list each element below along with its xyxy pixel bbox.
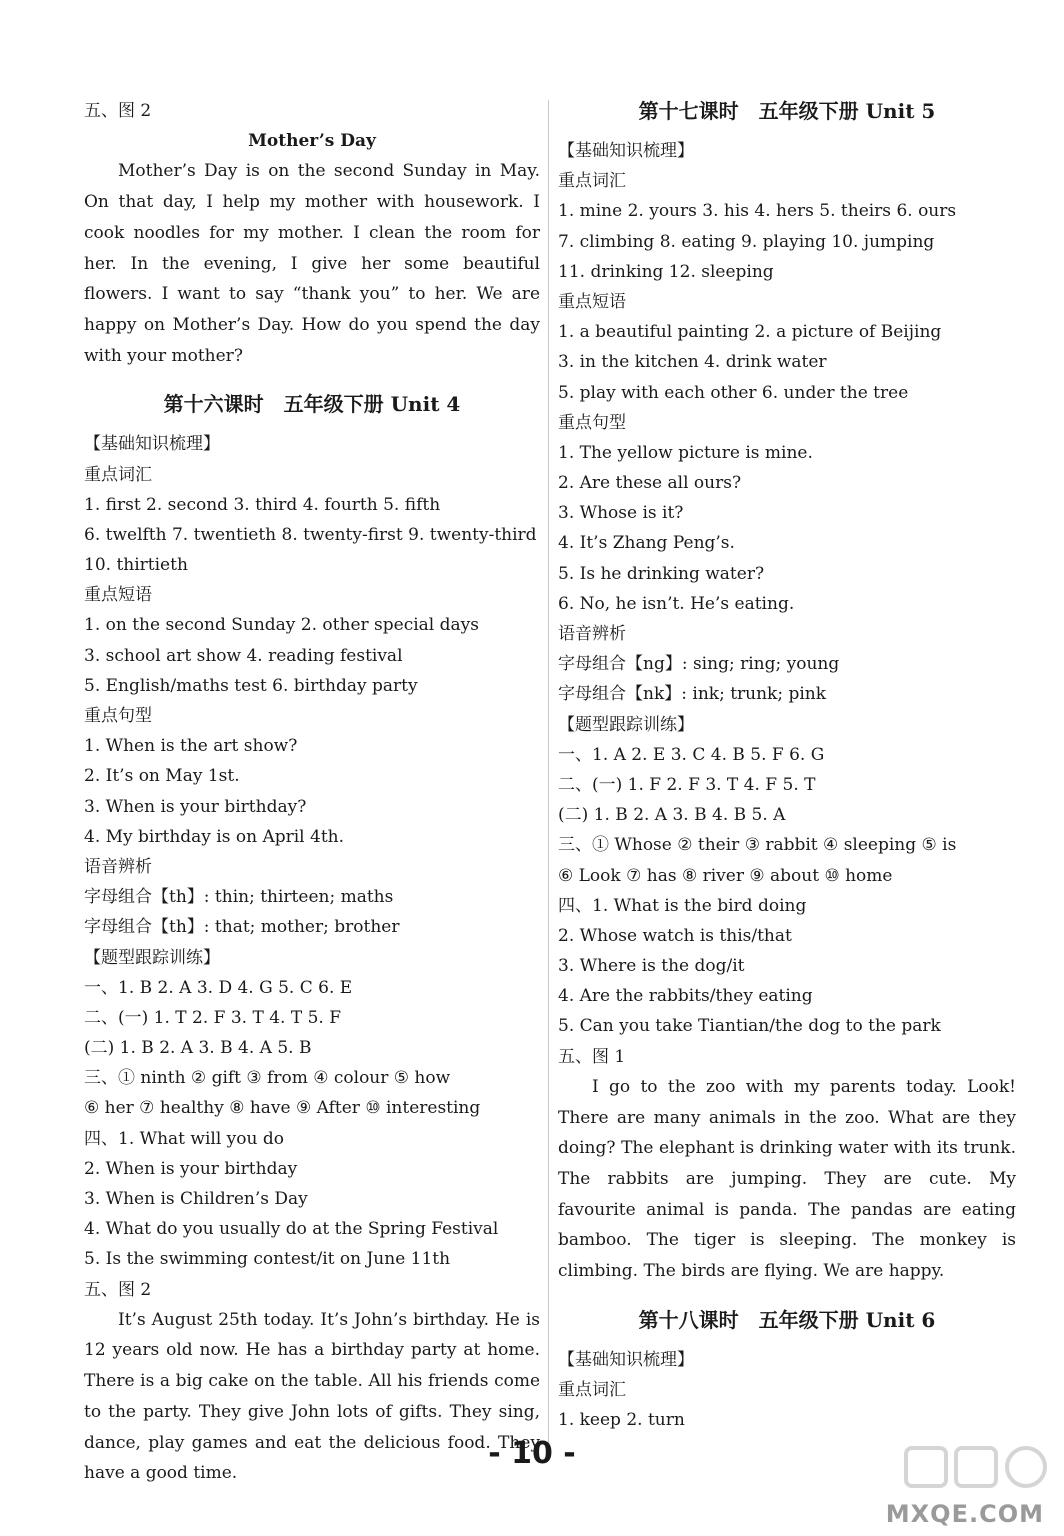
lesson-heading: 第十六课时 五年级下册 Unit 4 — [163, 392, 461, 417]
vocab-line: 1. first 2. second 3. third 4. fourth 5. fifth — [84, 494, 441, 515]
sentence-line: 4. My birthday is on April 4th. — [84, 826, 345, 847]
answer-line: ⑥ Look ⑦ has ⑧ river ⑨ about ⑩ home — [558, 865, 893, 886]
sentence-line: 1. The yellow picture is mine. — [558, 442, 813, 463]
section-heading: 【基础知识梳理】 — [558, 141, 694, 161]
phonics-line: 字母组合【th】: thin; thirteen; maths — [84, 887, 394, 908]
right-column — [558, 96, 1016, 1435]
answer-line: (二) 1. B 2. A 3. B 4. A 5. B — [84, 1038, 312, 1059]
section-heading: 【题型跟踪训练】 — [84, 947, 220, 968]
sentence-line: 5. Is he drinking water? — [558, 563, 765, 584]
phrase-line: 1. on the second Sunday 2. other special days — [84, 615, 479, 636]
subsection-heading: 重点句型 — [84, 706, 152, 726]
passage-text: It’s August 25th today. It’s John’s birthday. He is 12 years old now. He has a birthday party at home. There is a big cake on the table. All his friends come to the party. They give John lots of gifts. They sing, dance, play games and eat the delicious food. They have a good time. — [84, 1309, 540, 1484]
passage-text: I go to the zoo with my parents today. Look! There are many animals in the zoo. What are they doing? The elephant is drinking water with its trunk. The rabbits are jumping. They are cute. My favourite animal is panda. The pandas are eating bamboo. The tiger is sleeping. The monkey is climbing. The birds are flying. We are happy. — [558, 1076, 1016, 1282]
subsection-heading: 语音辨析 — [558, 624, 626, 644]
answer-line: 一、1. B 2. A 3. D 4. G 5. C 6. E — [84, 977, 353, 998]
lesson-heading: 第十七课时 五年级下册 Unit 5 — [638, 99, 936, 123]
sentence-line: 3. Whose is it? — [558, 503, 684, 524]
answer-line: 5. Can you take Tiantian/the dog to the park — [558, 1016, 941, 1037]
subsection-heading: 重点词汇 — [84, 464, 152, 485]
sentence-line: 1. When is the art show? — [84, 736, 298, 757]
sentence-line: 2. It’s on May 1st. — [84, 766, 240, 787]
answer-line: 二、(一) 1. T 2. F 3. T 4. T 5. F — [84, 1007, 342, 1028]
subsection-heading: 重点词汇 — [558, 171, 626, 192]
answer-line: (二) 1. B 2. A 3. B 4. B 5. A — [558, 805, 786, 826]
phonics-line: 字母组合【ng】: sing; ring; young — [558, 654, 840, 675]
lesson-heading: 第十八课时 五年级下册 Unit 6 — [638, 1307, 936, 1332]
column-divider — [548, 100, 549, 1450]
answer-line: 四、1. What is the bird doing — [558, 895, 807, 916]
figure-label: 五、图 2 — [84, 1279, 152, 1300]
left-column — [84, 96, 540, 1489]
subsection-heading: 重点短语 — [84, 585, 152, 606]
answer-line: ⑥ her ⑦ healthy ⑧ have ⑨ After ⑩ interesting — [84, 1098, 481, 1119]
passage-title: Mother’s Day — [248, 131, 376, 152]
vocab-line: 1. keep 2. turn — [558, 1410, 685, 1431]
watermark-text: MXQE.COM — [885, 1500, 1044, 1528]
answer-line: 3. When is Children’s Day — [84, 1189, 308, 1209]
vocab-line: 11. drinking 12. sleeping — [558, 261, 774, 282]
answer-line: 4. What do you usually do at the Spring Festival — [84, 1219, 499, 1240]
phrase-line: 1. a beautiful painting 2. a picture of Beijing — [558, 322, 942, 343]
passage-text: Mother’s Day is on the second Sunday in May. On that day, I help my mother with housework. I cook noodles for my mother. I clean the room for her. In the evening, I give her some beautiful flowers. I want to say “thank you” to her. We are happy on Mother’s Day. How do you spend the day with your mother? — [84, 161, 540, 366]
figure-label: 五、图 2 — [84, 101, 152, 121]
vocab-line: 10. thirtieth — [84, 555, 188, 576]
phonics-line: 字母组合【nk】: ink; trunk; pink — [558, 684, 827, 705]
answer-line: 三、① Whose ② their ③ rabbit ④ sleeping ⑤ is — [558, 835, 957, 856]
sentence-line: 6. No, he isn’t. He’s eating. — [558, 593, 795, 614]
vocab-line: 6. twelfth 7. twentieth 8. twenty-first 9. twenty-third — [84, 524, 537, 545]
vocab-line: 7. climbing 8. eating 9. playing 10. jumping — [558, 231, 935, 252]
answer-line: 二、(一) 1. F 2. F 3. T 4. F 5. T — [558, 774, 816, 795]
sentence-line: 4. It’s Zhang Peng’s. — [558, 533, 735, 554]
subsection-heading: 重点短语 — [558, 291, 626, 312]
answer-line: 一、1. A 2. E 3. C 4. B 5. F 6. G — [558, 744, 825, 765]
figure-label: 五、图 1 — [558, 1046, 626, 1067]
subsection-heading: 重点词汇 — [558, 1379, 626, 1400]
answer-line: 三、① ninth ② gift ③ from ④ colour ⑤ how — [84, 1068, 451, 1089]
phrase-line: 5. play with each other 6. under the tree — [558, 382, 909, 403]
vocab-line: 1. mine 2. yours 3. his 4. hers 5. theirs 6. ours — [558, 201, 957, 222]
answer-line: 四、1. What will you do — [84, 1128, 284, 1149]
subsection-heading: 语音辨析 — [84, 856, 152, 877]
subsection-heading: 重点句型 — [558, 412, 626, 433]
answer-line: 4. Are the rabbits/they eating — [558, 986, 813, 1007]
answer-line: 3. Where is the dog/it — [558, 956, 745, 977]
sentence-line: 3. When is your birthday? — [84, 796, 307, 817]
phonics-line: 字母组合【th】: that; mother; brother — [84, 917, 400, 938]
phrase-line: 5. English/maths test 6. birthday party — [84, 675, 418, 696]
section-heading: 【题型跟踪训练】 — [558, 714, 694, 735]
phrase-line: 3. school art show 4. reading festival — [84, 645, 403, 666]
phrase-line: 3. in the kitchen 4. drink water — [558, 352, 827, 373]
answer-line: 5. Is the swimming contest/it on June 11th — [84, 1249, 451, 1270]
sentence-line: 2. Are these all ours? — [558, 473, 742, 494]
answer-line: 2. Whose watch is this/that — [558, 925, 792, 946]
answer-line: 2. When is your birthday — [84, 1158, 298, 1179]
page-number: - 10 - — [488, 1436, 576, 1471]
section-heading: 【基础知识梳理】 — [84, 434, 220, 455]
section-heading: 【基础知识梳理】 — [558, 1349, 694, 1370]
